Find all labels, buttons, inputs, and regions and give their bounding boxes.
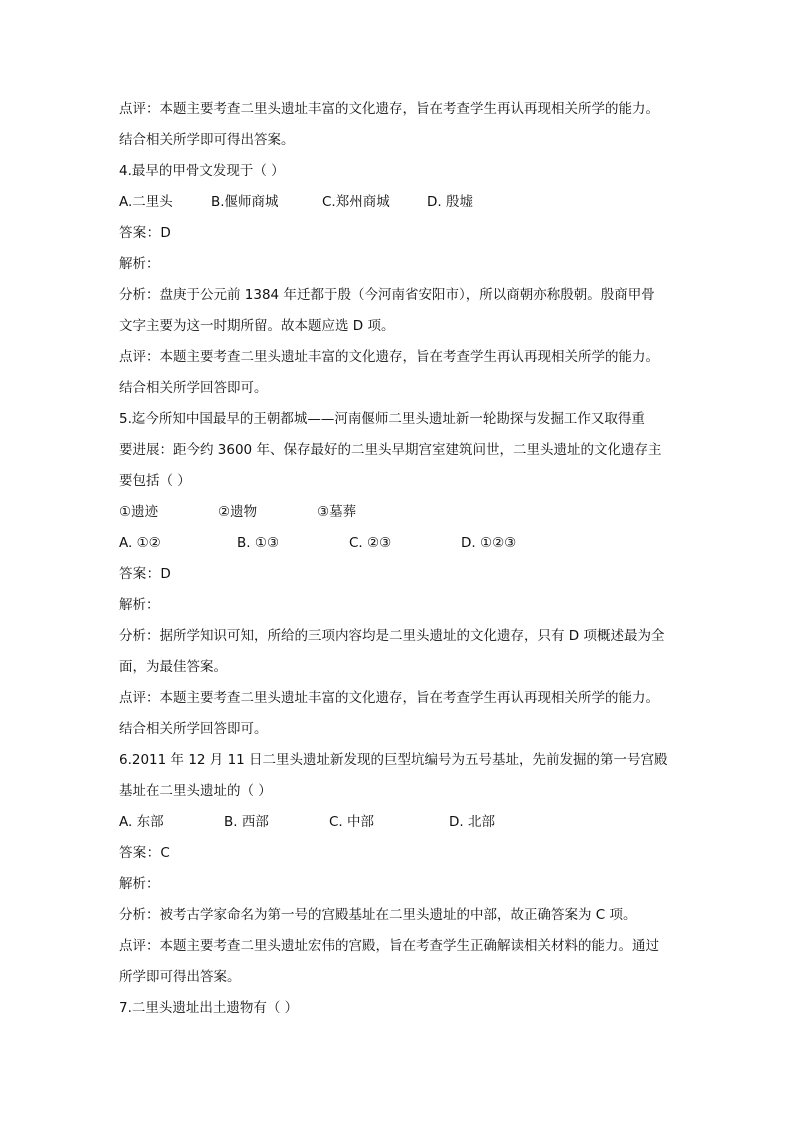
q5-analysis-line-2: 面，为最佳答案。: [119, 659, 227, 675]
q4-option-b: B.偃师商城: [211, 194, 279, 210]
q3-comment-line-2: 结合相关所学即可得出答案。: [119, 132, 295, 148]
q5-option-c: C. ②③: [349, 535, 392, 551]
q5-comment-line-2: 结合相关所学回答即可。: [119, 721, 268, 737]
q6-answer: 答案：C: [119, 845, 171, 861]
q4-analysis-line-2: 文字主要为这一时期所留。故本题应选 D 项。: [119, 318, 395, 334]
q5-item-2: ②遗物: [218, 504, 258, 520]
q4-answer: 答案：D: [119, 225, 172, 241]
q6-option-a: A. 东部: [119, 814, 164, 830]
q4-analysis-line-1: 分析：盘庚于公元前 1384 年迁都于殷（今河南省安阳市），所以商朝亦称殷朝。殷商甲骨: [119, 287, 655, 303]
q5-stem-line-1: 5.迄今所知中国最早的王朝都城——河南偃师二里头遗址新一轮勘探与发掘工作又取得重: [119, 411, 645, 427]
q5-item-1: ①遗迹: [119, 504, 159, 520]
q4-comment-line-2: 结合相关所学回答即可。: [119, 380, 268, 396]
q6-option-b: B. 西部: [224, 814, 269, 830]
q4-option-c: C.郑州商城: [322, 194, 390, 210]
q6-stem-line-2: 基址在二里头遗址的（ ）: [119, 783, 272, 799]
q5-items: [119, 497, 679, 528]
q3-comment-line-1: 点评：本题主要考查二里头遗址丰富的文化遗存，旨在考查学生再认再现相关所学的能力。: [119, 101, 659, 117]
q5-options: [119, 528, 679, 559]
q4-stem: 4.最早的甲骨文发现于（ ）: [119, 163, 285, 179]
q4-option-a: A.二里头: [119, 194, 173, 210]
q5-stem-line-2: 要进展：距今约 3600 年、保存最好的二里头早期宫室建筑问世，二里头遗址的文化遗存主: [119, 442, 662, 458]
q5-analysis-line-1: 分析：据所学知识可知，所给的三项内容均是二里头遗址的文化遗存，只有 D 项概述最为全: [119, 628, 665, 644]
q5-analysis-label: 解析：: [119, 597, 160, 613]
q4-option-d: D. 殷墟: [427, 194, 473, 210]
q6-options: [119, 807, 679, 838]
q5-option-a: A. ①②: [119, 535, 161, 551]
document-page: [119, 94, 679, 1024]
q5-answer: 答案：D: [119, 566, 172, 582]
q6-analysis-line-1: 分析：被考古学家命名为第一号的宫殿基址在二里头遗址的中部，故正确答案为 C 项。: [119, 907, 637, 923]
q6-analysis-label: 解析：: [119, 876, 160, 892]
q6-comment-line-1: 点评：本题主要考查二里头遗址宏伟的宫殿，旨在考查学生正确解读相关材料的能力。通过: [119, 938, 659, 954]
q6-stem-line-1: 6.2011 年 12 月 11 日二里头遗址新发现的巨型坑编号为五号基址，先前发掘的第一号宫殿: [119, 752, 668, 768]
q5-item-3: ③墓葬: [317, 504, 357, 520]
q6-option-c: C. 中部: [329, 814, 375, 830]
q4-options: [119, 187, 679, 218]
q6-option-d: D. 北部: [449, 814, 495, 830]
q5-option-b: B. ①③: [237, 535, 280, 551]
q6-comment-line-2: 所学即可得出答案。: [119, 969, 241, 985]
q5-option-d: D. ①②③: [461, 535, 517, 551]
q4-comment-line-1: 点评：本题主要考查二里头遗址丰富的文化遗存，旨在考查学生再认再现相关所学的能力。: [119, 349, 659, 365]
q5-comment-line-1: 点评：本题主要考查二里头遗址丰富的文化遗存，旨在考查学生再认再现相关所学的能力。: [119, 690, 659, 706]
q7-stem: 7.二里头遗址出土遗物有（ ）: [119, 1000, 299, 1016]
q5-stem-line-3: 要包括（ ）: [119, 473, 191, 489]
q4-analysis-label: 解析：: [119, 256, 160, 272]
